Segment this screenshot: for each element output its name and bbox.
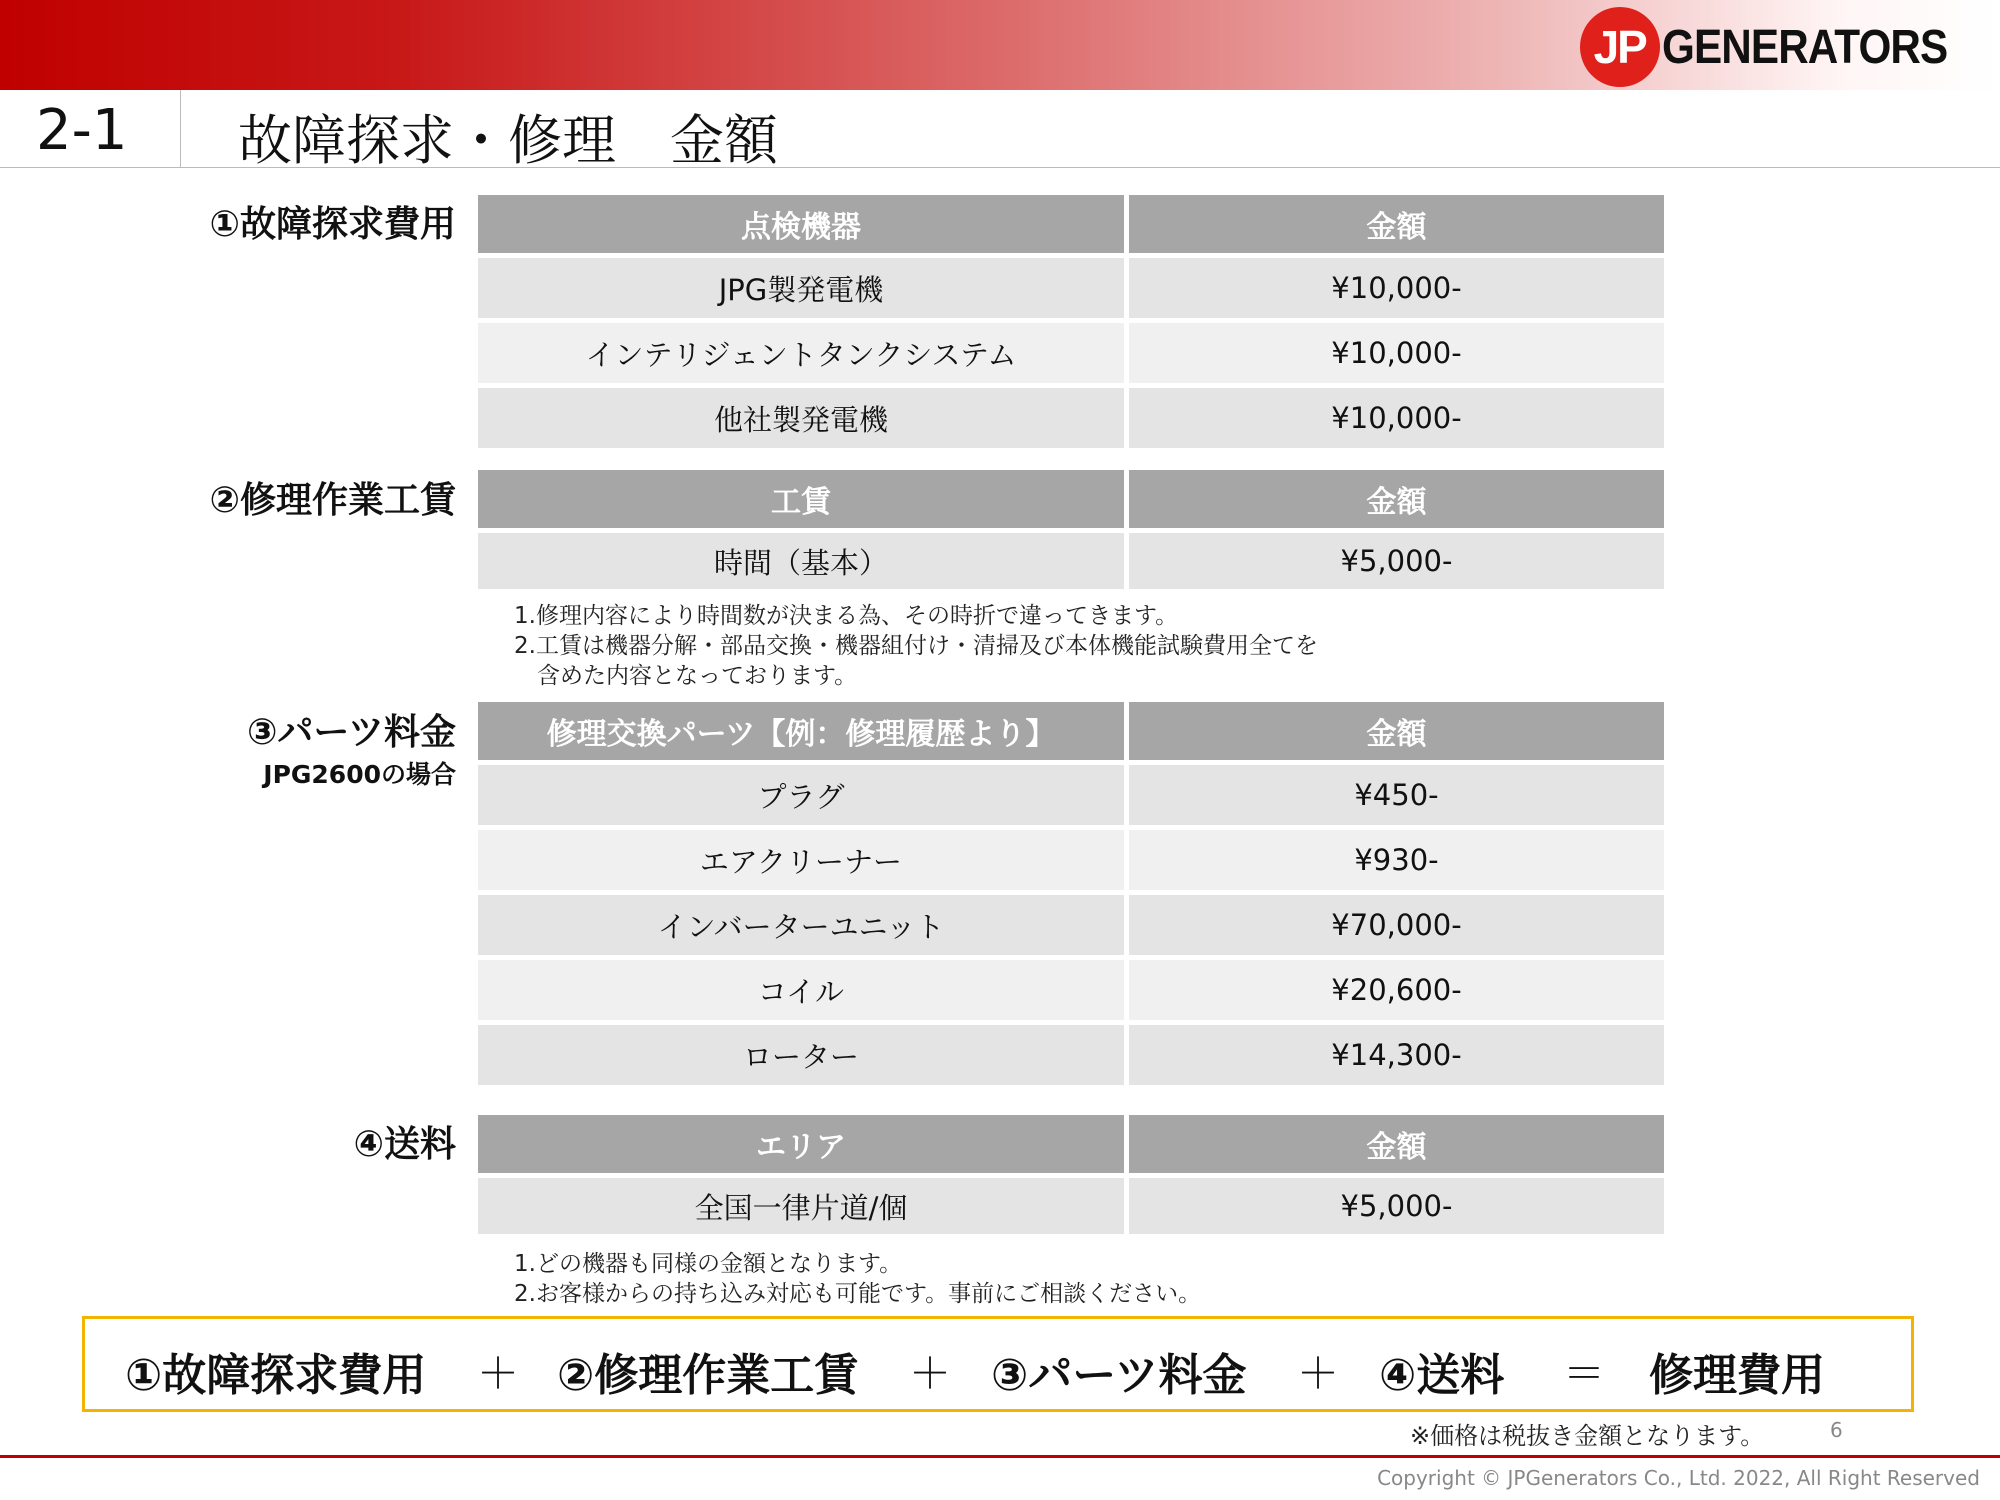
page-number: 6 bbox=[1830, 1418, 1843, 1442]
equals-sign: ＝ bbox=[1563, 1349, 1606, 1398]
table-row bbox=[478, 1025, 1664, 1085]
parts-sublabel: JPG2600の場合 bbox=[263, 760, 456, 789]
table-row bbox=[478, 533, 1664, 589]
diagnosis-table bbox=[478, 195, 1664, 453]
summary-term-shipping: ④送料 bbox=[1379, 1350, 1505, 1401]
item-cell: 他社製発電機 bbox=[478, 388, 1124, 448]
column-header: 点検機器 bbox=[478, 195, 1124, 253]
table-header-row bbox=[478, 1115, 1664, 1173]
price-cell: ¥930- bbox=[1129, 830, 1664, 890]
parts-table bbox=[478, 702, 1664, 1090]
table-row bbox=[478, 388, 1664, 448]
item-cell: ローター bbox=[478, 1025, 1124, 1085]
labor-table bbox=[478, 470, 1664, 594]
table-row bbox=[478, 960, 1664, 1020]
shipping-table bbox=[478, 1115, 1664, 1239]
table-row bbox=[478, 323, 1664, 383]
item-cell: インバーターユニット bbox=[478, 895, 1124, 955]
item-cell: コイル bbox=[478, 960, 1124, 1020]
column-header: 工賃 bbox=[478, 470, 1124, 528]
page-title: 故障探求・修理 金額 bbox=[238, 109, 778, 172]
plus-sign: ＋ bbox=[1297, 1349, 1340, 1398]
item-cell: エアクリーナー bbox=[478, 830, 1124, 890]
diagnosis-label: ①故障探求費用 bbox=[209, 204, 456, 245]
column-header: 金額 bbox=[1129, 195, 1664, 253]
price-cell: ¥10,000- bbox=[1129, 323, 1664, 383]
table-row bbox=[478, 1178, 1664, 1234]
item-cell: 時間（基本） bbox=[478, 533, 1124, 589]
note-line: 2.工賃は機器分解・部品交換・機器組付け・清掃及び本体機能試験費用全てを bbox=[514, 633, 1318, 659]
note-line: 2.お客様からの持ち込み対応も可能です。事前にご相談ください。 bbox=[514, 1281, 1202, 1307]
note-line: 1.修理内容により時間数が決まる為、その時折で違ってきます。 bbox=[514, 603, 1179, 629]
table-row bbox=[478, 258, 1664, 318]
logo-jp-circle: JP bbox=[1580, 7, 1660, 87]
footer-divider bbox=[0, 1455, 2000, 1458]
table-row bbox=[478, 895, 1664, 955]
price-cell: ¥70,000- bbox=[1129, 895, 1664, 955]
item-cell: 全国一律片道/個 bbox=[478, 1178, 1124, 1234]
table-header-row bbox=[478, 702, 1664, 760]
plus-sign: ＋ bbox=[909, 1349, 952, 1398]
title-row bbox=[0, 90, 2000, 172]
parts-label: ③パーツ料金 bbox=[246, 712, 456, 753]
shipping-label: ④送料 bbox=[353, 1124, 456, 1165]
column-header: エリア bbox=[478, 1115, 1124, 1173]
column-header: 修理交換パーツ【例：修理履歴より】 bbox=[478, 702, 1124, 760]
summary-result: 修理費用 bbox=[1649, 1350, 1825, 1401]
section-number: 2-1 bbox=[36, 98, 128, 163]
price-cell: ¥14,300- bbox=[1129, 1025, 1664, 1085]
price-cell: ¥450- bbox=[1129, 765, 1664, 825]
title-divider bbox=[180, 90, 181, 167]
labor-notes bbox=[514, 601, 1318, 691]
price-cell: ¥10,000- bbox=[1129, 258, 1664, 318]
table-header-row bbox=[478, 470, 1664, 528]
column-header: 金額 bbox=[1129, 1115, 1664, 1173]
tax-note: ※価格は税抜き金額となります。 bbox=[1410, 1422, 1765, 1450]
column-header: 金額 bbox=[1129, 702, 1664, 760]
table-row bbox=[478, 830, 1664, 890]
summary-formula-box bbox=[82, 1316, 1914, 1412]
price-cell: ¥5,000- bbox=[1129, 1178, 1664, 1234]
price-cell: ¥5,000- bbox=[1129, 533, 1664, 589]
plus-sign: ＋ bbox=[477, 1349, 520, 1398]
price-cell: ¥10,000- bbox=[1129, 388, 1664, 448]
summary-term-diagnosis: ①故障探求費用 bbox=[125, 1350, 427, 1401]
column-header: 金額 bbox=[1129, 470, 1664, 528]
shipping-notes bbox=[514, 1249, 1201, 1309]
item-cell: プラグ bbox=[478, 765, 1124, 825]
table-header-row bbox=[478, 195, 1664, 253]
labor-label: ②修理作業工賃 bbox=[209, 480, 456, 521]
summary-term-parts: ③パーツ料金 bbox=[991, 1350, 1247, 1401]
summary-term-labor: ②修理作業工賃 bbox=[557, 1350, 859, 1401]
item-cell: JPG製発電機 bbox=[478, 258, 1124, 318]
price-cell: ¥20,600- bbox=[1129, 960, 1664, 1020]
company-logo bbox=[1580, 8, 1986, 86]
logo-text: GENERATORS bbox=[1661, 20, 1948, 74]
copyright-text: Copyright © JPGenerators Co., Ltd. 2022, All Right Reserved bbox=[1377, 1466, 1980, 1490]
note-line: 含めた内容となっております。 bbox=[514, 663, 858, 689]
note-line: 1.どの機器も同様の金額となります。 bbox=[514, 1251, 903, 1277]
item-cell: インテリジェントタンクシステム bbox=[478, 323, 1124, 383]
table-row bbox=[478, 765, 1664, 825]
